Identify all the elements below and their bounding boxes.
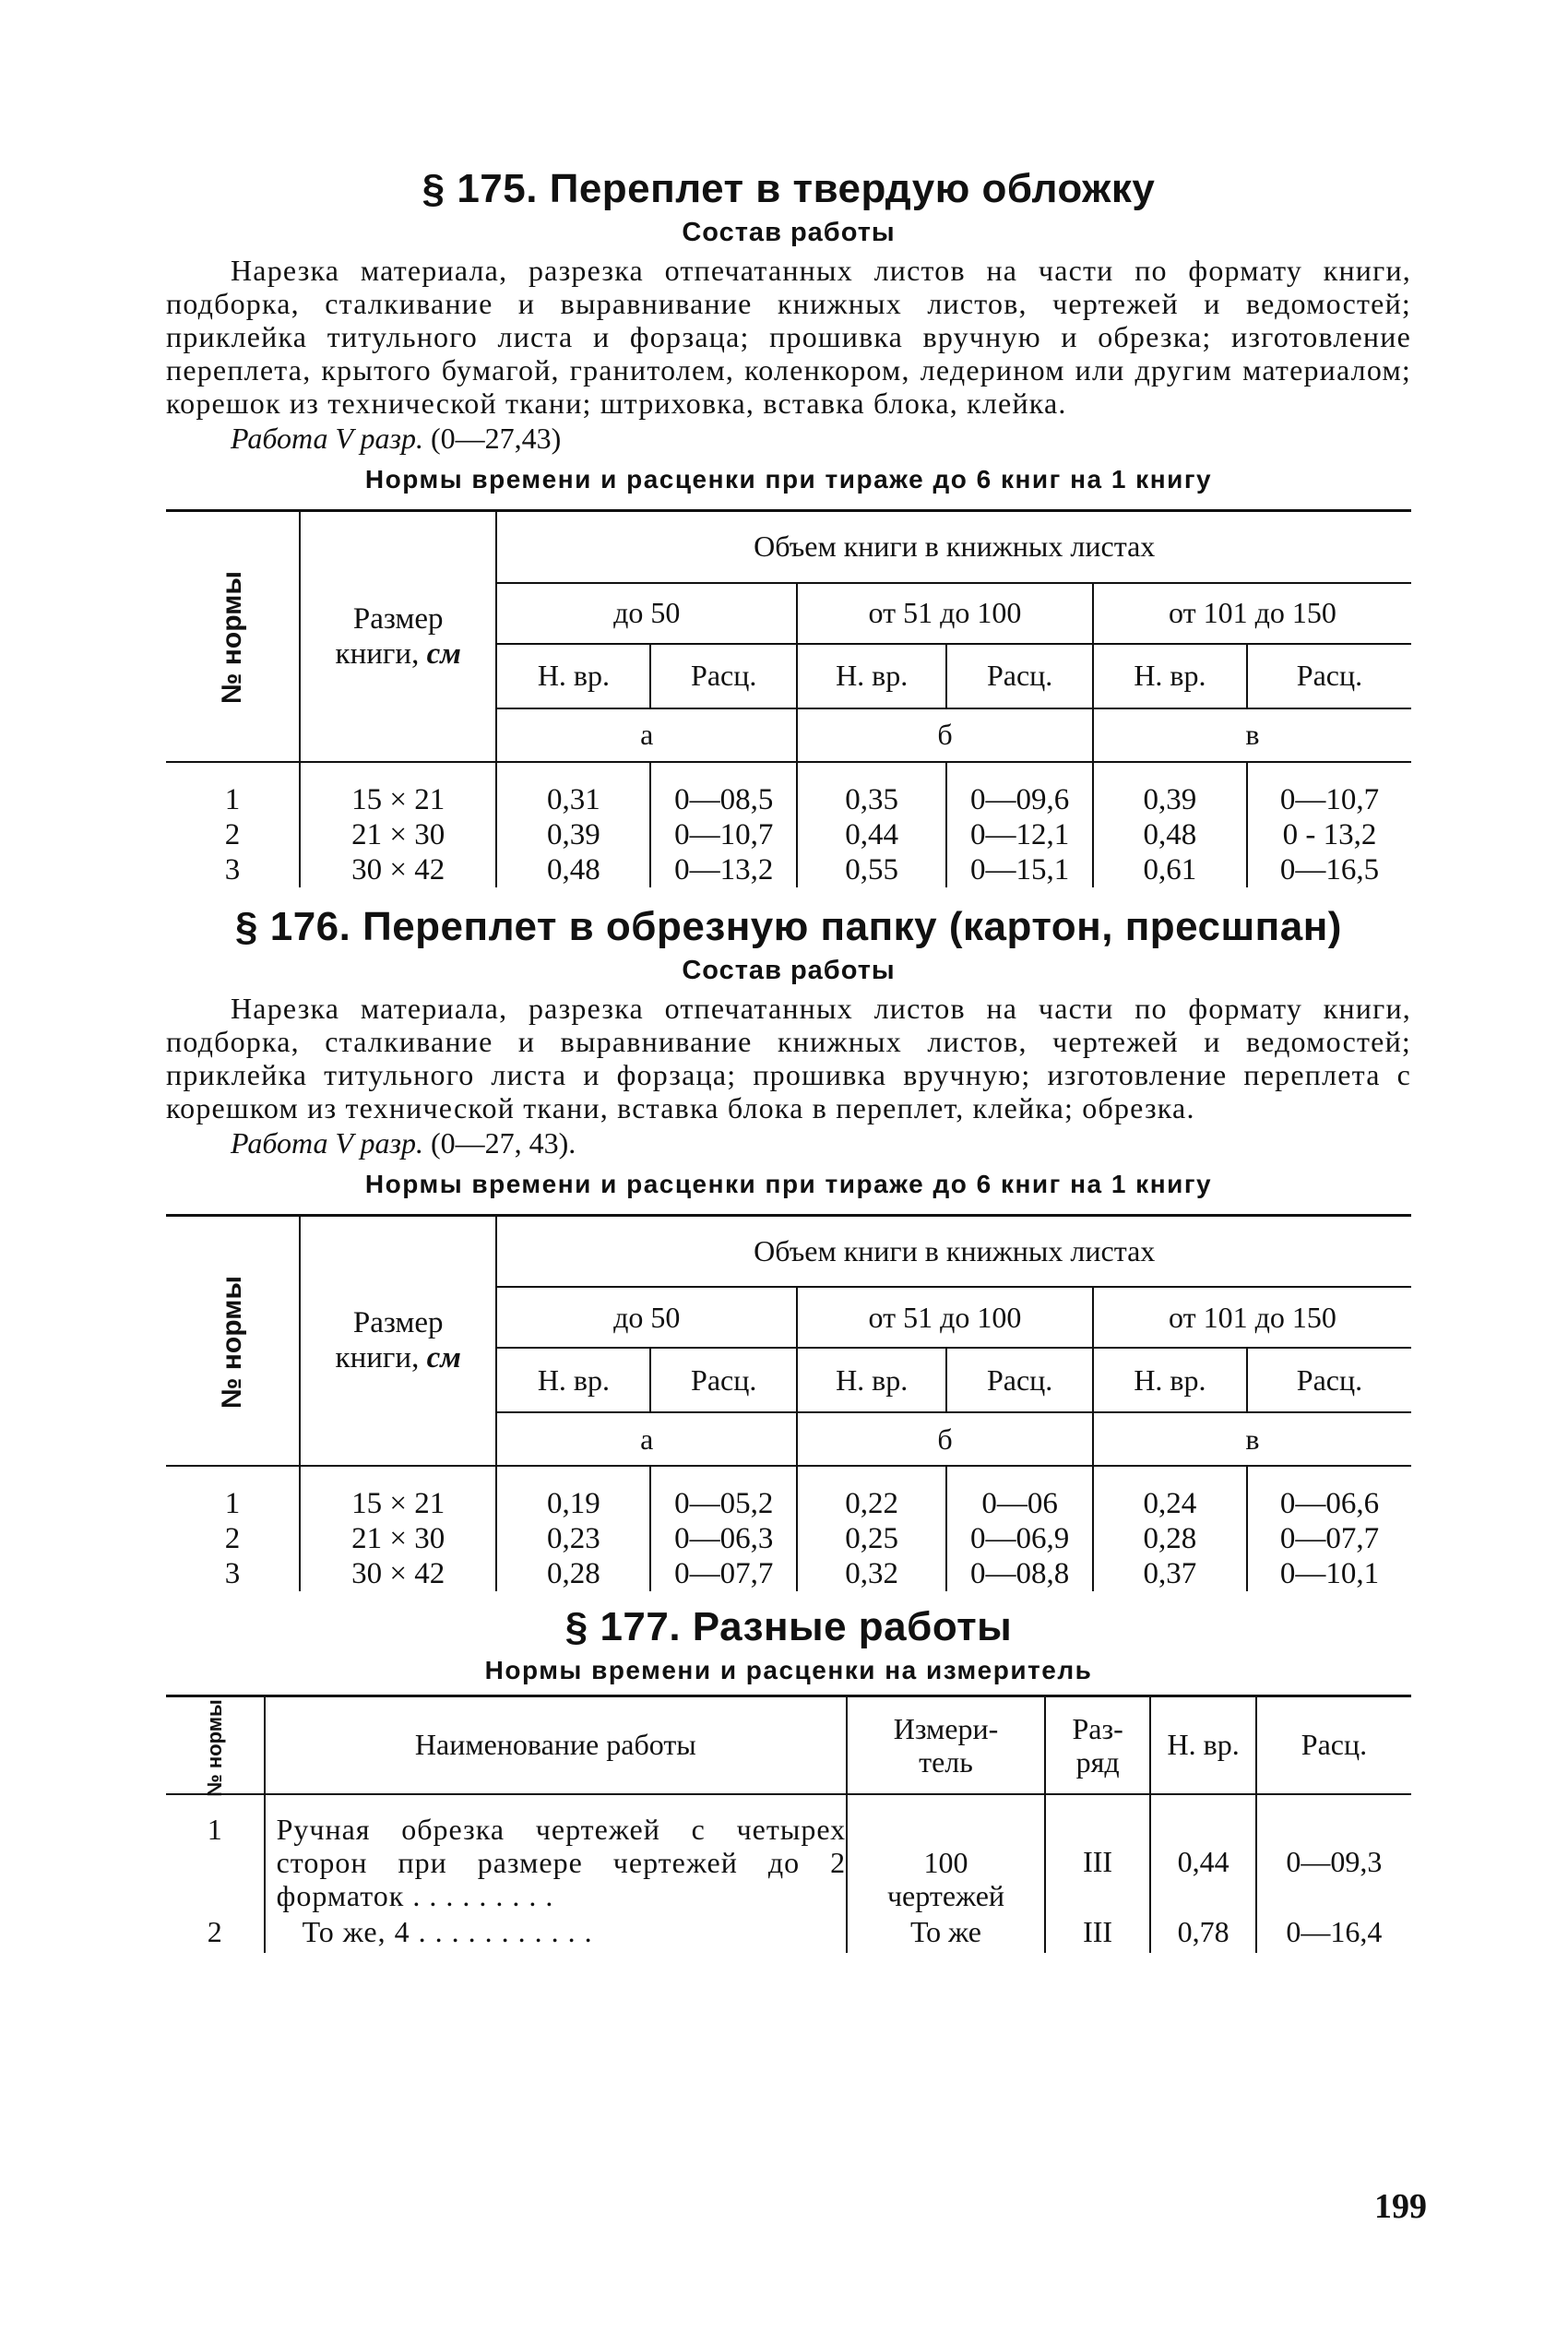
header-nvr: Н. вр. xyxy=(1093,1348,1247,1412)
header-letter-a: а xyxy=(496,708,797,762)
section-176-rabota xyxy=(231,1126,1411,1160)
header-obem: Объем книги в книжных листах xyxy=(496,1215,1411,1287)
page-number: 199 xyxy=(1374,2187,1427,2226)
header-num: № нормы xyxy=(202,1699,226,1798)
section-176-text: Нарезка материала, разрезка отпечатанных листов на части по формату книги, подборка, сталкивание и выравнивание книжных листов, чертежей и ведомостей; приклейка титульного листа и форзаца; прошивка вручную; изготовление переплета с корешком из технической ткани, вставка блока в переплет, клейка; обрезка. xyxy=(166,991,1411,1124)
header-group-3: от 101 до 150 xyxy=(1093,1287,1411,1348)
table-row: 1 15 × 21 0,19 0—05,2 0,22 0—06 0,24 0—06,6 xyxy=(166,1486,1411,1521)
section-175-text: Нарезка материала, разрезка отпечатанных листов на части по формату книги, подборка, сталкивание и выравнивание книжных листов, чертежей и ведомостей; приклейка титульного листа и форзаца; прошивка вручную и обрезка; изготовление переплета, крытого бумагой, гранитолем, коленкором, ледерином или другим материалом; корешок из технической ткани; штриховка, вставка блока, клейка. xyxy=(166,254,1411,420)
header-nvr: Н. вр. xyxy=(797,1348,946,1412)
header-rasc: Расц. xyxy=(650,1348,797,1412)
rabota-label: Работа V разр. xyxy=(231,422,423,455)
header-group-2: от 51 до 100 xyxy=(797,1287,1093,1348)
section-175-subtitle: Состав работы xyxy=(682,218,896,247)
header-nvr: Н. вр. xyxy=(1093,644,1247,708)
header-rasc: Расц. xyxy=(1247,1348,1411,1412)
header-letter-b: б xyxy=(797,1412,1093,1466)
header-izm: Измери- тель xyxy=(847,1696,1045,1794)
header-letter-a: а xyxy=(496,1412,797,1466)
table-176-title: Нормы времени и расценки при тираже до 6 книг на 1 книгу xyxy=(364,1169,1213,1198)
header-nvr: Н. вр. xyxy=(496,1348,650,1412)
table-175-title: Нормы времени и расценки при тираже до 6 книг на 1 книгу xyxy=(364,465,1213,494)
header-rasc: Расц. xyxy=(946,1348,1093,1412)
section-176-subtitle: Состав работы xyxy=(682,955,896,985)
header-nvr: Н. вр. xyxy=(797,644,946,708)
header-group-3: от 101 до 150 xyxy=(1093,583,1411,644)
header-obem: Объем книги в книжных листах xyxy=(496,511,1411,583)
header-letter-v: в xyxy=(1093,1412,1411,1466)
header-razmer: Размер книги, см xyxy=(300,511,496,762)
header-razr: Раз- ряд xyxy=(1045,1696,1150,1794)
header-num: № нормы xyxy=(166,511,300,762)
header-letter-b: б xyxy=(797,708,1093,762)
table-row: 3 30 × 42 0,28 0—07,7 0,32 0—08,8 0,37 0—10,1 xyxy=(166,1556,1411,1591)
table-row: 1 15 × 21 0,31 0—08,5 0,35 0—09,6 0,39 0—10,7 xyxy=(166,782,1411,817)
header-group-2: от 51 до 100 xyxy=(797,583,1093,644)
rabota-label: Работа V разр. xyxy=(231,1125,423,1160)
table-row: 1 Ручная обрезка чертежей с четырех сторон при размере чертежей до 2 форматок . . . . . . . . . 100 чертежей III 0,44 0—09,3 xyxy=(166,1813,1411,1912)
section-175-title: § 175. Переплет в твердую обложку xyxy=(422,166,1156,211)
header-nvr: Н. вр. xyxy=(496,644,650,708)
header-name: Наименование работы xyxy=(265,1696,848,1794)
section-177-title: § 177. Разные работы xyxy=(564,1604,1013,1649)
header-nvr: Н. вр. xyxy=(1150,1696,1256,1794)
table-175 xyxy=(166,509,1411,887)
header-rasc: Расц. xyxy=(650,644,797,708)
header-rasc: Расц. xyxy=(1247,644,1411,708)
rabota-value: (0—27, 43). xyxy=(430,1125,576,1160)
table-row: 2 21 × 30 0,23 0—06,3 0,25 0—06,9 0,28 0—07,7 xyxy=(166,1521,1411,1556)
section-175-rabota xyxy=(231,422,1411,456)
header-razmer: Размер книги, см xyxy=(300,1215,496,1466)
table-177-title: Нормы времени и расценки на измеритель xyxy=(484,1656,1093,1684)
section-176-title: § 176. Переплет в обрезную папку (картон, пресшпан) xyxy=(235,903,1342,949)
rabota-value: (0—27,43) xyxy=(430,422,562,455)
table-row: 2 То же, 4 . . . . . . . . . . . То же III 0,78 0—16,4 xyxy=(166,1912,1411,1953)
header-rasc: Расц. xyxy=(1256,1696,1411,1794)
header-group-1: до 50 xyxy=(496,583,797,644)
table-row: 2 21 × 30 0,39 0—10,7 0,44 0—12,1 0,48 0 - 13,2 xyxy=(166,817,1411,852)
table-176 xyxy=(166,1214,1411,1592)
header-group-1: до 50 xyxy=(496,1287,797,1348)
table-row: 3 30 × 42 0,48 0—13,2 0,55 0—15,1 0,61 0—16,5 xyxy=(166,852,1411,887)
page-content xyxy=(166,166,1411,1953)
header-letter-v: в xyxy=(1093,708,1411,762)
header-rasc: Расц. xyxy=(946,644,1093,708)
header-num: № нормы xyxy=(166,1215,300,1466)
table-177 xyxy=(166,1695,1411,1953)
